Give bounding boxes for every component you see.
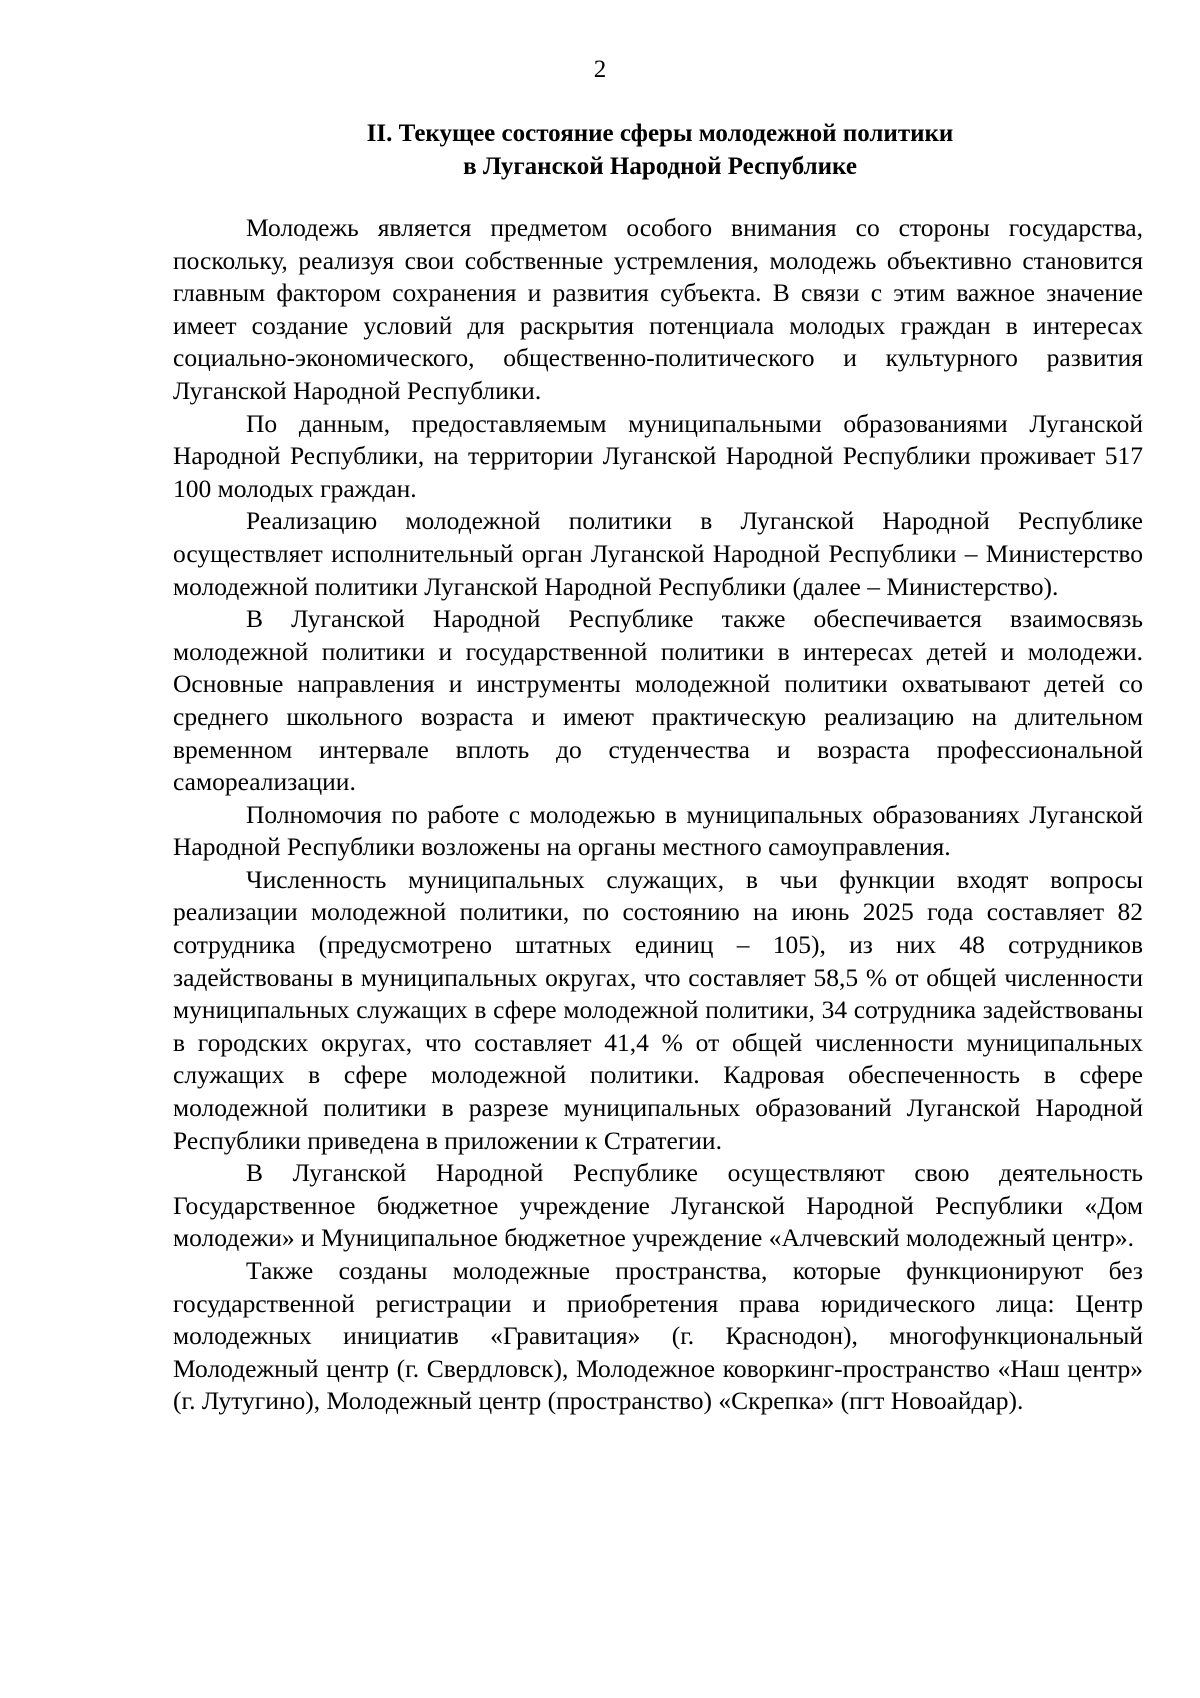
paragraph-4: В Луганской Народной Республике также обеспечивается взаимосвязь молодежной политики и государственной политики в интересах детей и молодежи. Основные направления и инструменты молодежной политики охватывают детей со среднего школьного возраста и имеют практическую реализацию на длительном временном интервале вплоть до студенчества и возраста профессиональной самореализации. (173, 604, 1143, 797)
paragraph-5: Полномочия по работе с молодежью в муниципальных образованиях Луганской Народной Республики возложены на органы местного самоуправления. (173, 799, 1143, 862)
paragraph-8: Также созданы молодежные пространства, которые функционируют без государственной регистрации и приобретения права юридического лица: Центр молодежных инициатив «Гравитация» (г. Краснодон), многофункциональный Молодежный центр (г. Свердловск), Молодежное коворкинг-пространство «Наш центр» (г. Лутугино), Молодежный центр (пространство) «Скрепка» (пгт Новоайдар). (173, 1256, 1143, 1416)
paragraph-2: По данным, предоставляемым муниципальными образованиями Луганской Народной Республики, на территории Луганской Народной Республики проживает 517 100 молодых граждан. (173, 408, 1143, 503)
paragraph-3: Реализацию молодежной политики в Луганской Народной Республике осуществляет исполнительный орган Луганской Народной Республики – Министерство молодежной политики Луганской Народной Республики (далее – Министерство). (173, 506, 1143, 601)
paragraph-6: Численность муниципальных служащих, в чьи функции входят вопросы реализации молодежной политики, по состоянию на июнь 2025 года составляет 82 сотрудника (предусмотрено штатных единиц – 105), из них 48 сотрудников задействованы в муниципальных округах, что составляет 58,5 % от общей численности муниципальных служащих в сфере молодежной политики, 34 сотрудника задействованы в городских округах, что составляет 41,4 % от общей численности муниципальных служащих в сфере молодежной политики. Кадровая обеспеченность в сфере молодежной политики в разрезе муниципальных образований Луганской Народной Республики приведена в приложении к Стратегии. (173, 864, 1143, 1155)
paragraph-7: В Луганской Народной Республике осуществляют свою деятельность Государственное бюджетное учреждение Луганской Народной Республики «Дом молодежи» и Муниципальное бюджетное учреждение «Алчевский молодежный центр». (173, 1158, 1143, 1253)
body-text (173, 212, 1143, 1418)
section-heading (300, 117, 1020, 183)
section-heading-line-2: в Луганской Народной Республике (463, 153, 857, 180)
page-number: 2 (593, 56, 607, 83)
section-heading-line-1: II. Текущее состояние сферы молодежной политики (366, 120, 954, 147)
paragraph-1: Молодежь является предметом особого внимания со стороны государства, поскольку, реализуя свои собственные устремления, молодежь объективно становится главным фактором сохранения и развития субъекта. В связи с этим важное значение имеет создание условий для раскрытия потенциала молодых граждан в интересах социально-экономического, общественно-политического и культурного развития Луганской Народной Республики. (173, 213, 1143, 405)
